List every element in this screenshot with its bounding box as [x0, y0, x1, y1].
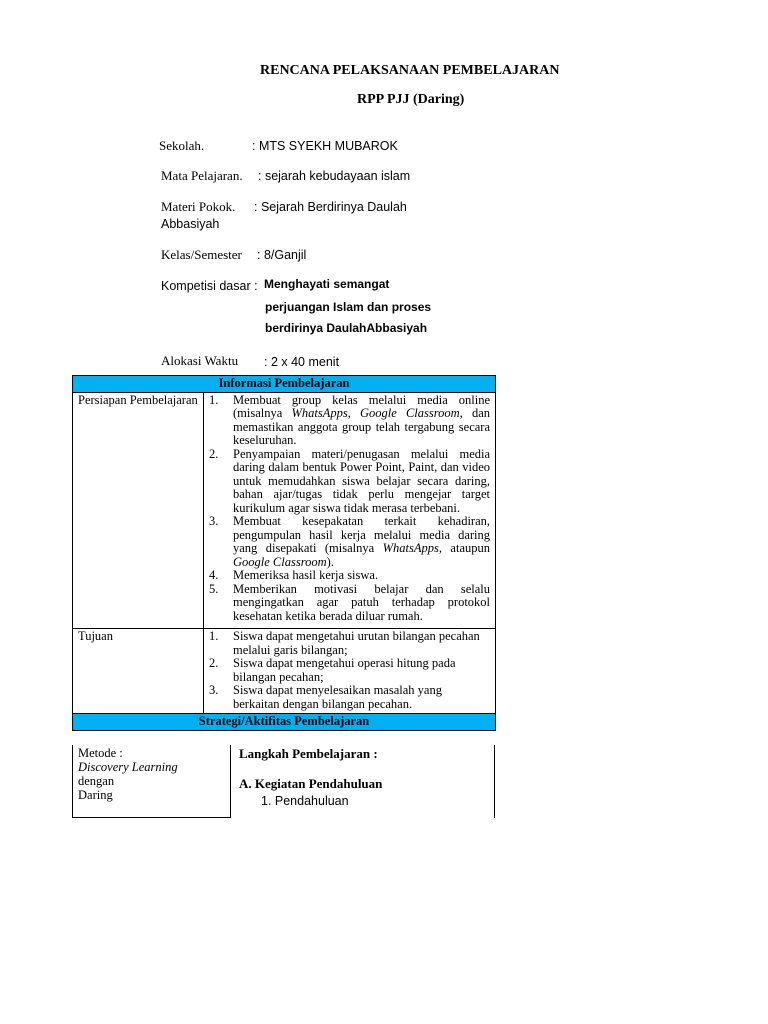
item-text: Siswa dapat mengetahui urutan bilangan pecahan melalui garis bilangan;: [233, 629, 480, 657]
persiapan-row: [73, 392, 496, 629]
list-item: [209, 569, 490, 583]
item-number: 2.: [209, 446, 219, 461]
strategi-header-row: [73, 714, 496, 731]
item-emphasis: Google Classroom: [233, 554, 327, 569]
kd-label: Kompetisi dasar :: [161, 279, 258, 293]
item-number: 5.: [209, 581, 219, 596]
document-subtitle: RPP PJJ (Daring): [357, 92, 465, 107]
item-emphasis: Google Classroom: [360, 406, 460, 420]
materi-label: Materi Pokok.: [161, 199, 236, 214]
tujuan-row: [73, 629, 496, 714]
info-header-row: [73, 376, 496, 393]
item-text: Memberikan motivasi belajar dan selalu mengingatkan agar patuh terhadap protokol kesehatan ketika berada diluar rumah.: [233, 581, 491, 623]
mapel-label: Mata Pelajaran.: [161, 168, 243, 183]
persiapan-content: [204, 392, 496, 629]
list-item: [209, 394, 490, 448]
item-text-part: ).: [326, 554, 334, 569]
persiapan-label: Persiapan Pembelajaran: [73, 392, 204, 629]
metode-cell: [72, 745, 231, 818]
kd-line1: Menghayati semangat: [264, 277, 390, 291]
item-number: 3.: [209, 683, 219, 697]
info-header: Informasi Pembelajaran: [73, 376, 496, 393]
langkah-title: Langkah Pembelajaran :: [239, 746, 378, 761]
waktu-value: : 2 x 40 menit: [264, 355, 340, 369]
persiapan-list: [209, 394, 490, 624]
metode-connector: dengan: [78, 774, 115, 788]
item-text: Siswa dapat mengetahui operasi hitung pada bilangan pecahan;: [233, 656, 456, 684]
kd-line2: perjuangan Islam dan proses: [265, 300, 432, 314]
kelas-label: Kelas/Semester: [161, 247, 242, 262]
sekolah-label: Sekolah.: [159, 138, 205, 153]
metode-model: Discovery Learning: [78, 760, 178, 774]
item-text-part: Membuat group kelas melalui media online (misalnya: [233, 392, 491, 420]
list-item: [209, 515, 490, 569]
materi-value: : Sejarah Berdirinya Daulah: [254, 200, 407, 214]
document-title: RENCANA PELAKSANAAN PEMBELAJARAN: [260, 63, 560, 78]
item-emphasis: WhatsApps: [382, 541, 439, 555]
item-text: Siswa dapat menyelesaikan masalah yang berkaitan dengan bilangan pecahan.: [233, 683, 442, 711]
list-item: [209, 657, 490, 684]
langkah-cell: [231, 745, 495, 818]
list-item: [209, 684, 490, 711]
mapel-value: : sejarah kebudayaan islam: [258, 169, 411, 183]
list-item: [209, 630, 490, 657]
item-number: 1.: [209, 629, 219, 643]
tujuan-content: [204, 629, 496, 714]
item-number: 1.: [209, 392, 219, 407]
item-text-part: ,: [347, 406, 360, 420]
kelas-value: : 8/Ganjil: [257, 248, 307, 262]
item-number: 2.: [209, 656, 219, 670]
kd-line3: berdirinya DaulahAbbasiyah: [265, 321, 428, 335]
metode-label: Metode :: [78, 746, 123, 760]
item-text: Memeriksa hasil kerja siswa.: [233, 568, 379, 582]
materi-value-line2: Abbasiyah: [161, 217, 220, 231]
strategi-header: Strategi/Aktifitas Pembelajaran: [73, 714, 496, 731]
kegiatan-pendahuluan: A. Kegiatan Pendahuluan: [239, 776, 383, 791]
item-text-part: , dan memastikan anggota group telah tergabung secara keseluruhan.: [233, 406, 491, 447]
item-text: Penyampaian materi/penugasan melalui media daring dalam bentuk Power Point, Paint, dan video untuk memudahkan siswa belajar secara daring, bahan ajar/tugas tidak perlu mengejar target kurikulum agar siswa tidak merasa terbebani.: [233, 446, 491, 515]
waktu-label: Alokasi Waktu: [161, 353, 239, 368]
item-text: [233, 515, 490, 569]
sekolah-value: : MTS SYEKH MUBAROK: [252, 139, 398, 153]
metode-mode: Daring: [78, 788, 113, 802]
tujuan-label: Tujuan: [73, 629, 204, 714]
tujuan-list: [209, 630, 490, 711]
item-text-part: Membuat kesepakatan terkait kehadiran, pengumpulan hasil kerja melalui media daring yang disepakati (misalnya: [233, 514, 491, 555]
item-text: [233, 394, 490, 448]
lesson-plan-table: [72, 375, 496, 731]
list-item: [209, 448, 490, 516]
list-item: [209, 583, 490, 624]
pendahuluan-item: 1. Pendahuluan: [261, 794, 349, 808]
item-emphasis: WhatsApps: [291, 406, 348, 420]
item-text-part: , ataupun: [438, 541, 490, 555]
item-number: 3.: [209, 514, 219, 528]
item-number: 4.: [209, 568, 219, 582]
